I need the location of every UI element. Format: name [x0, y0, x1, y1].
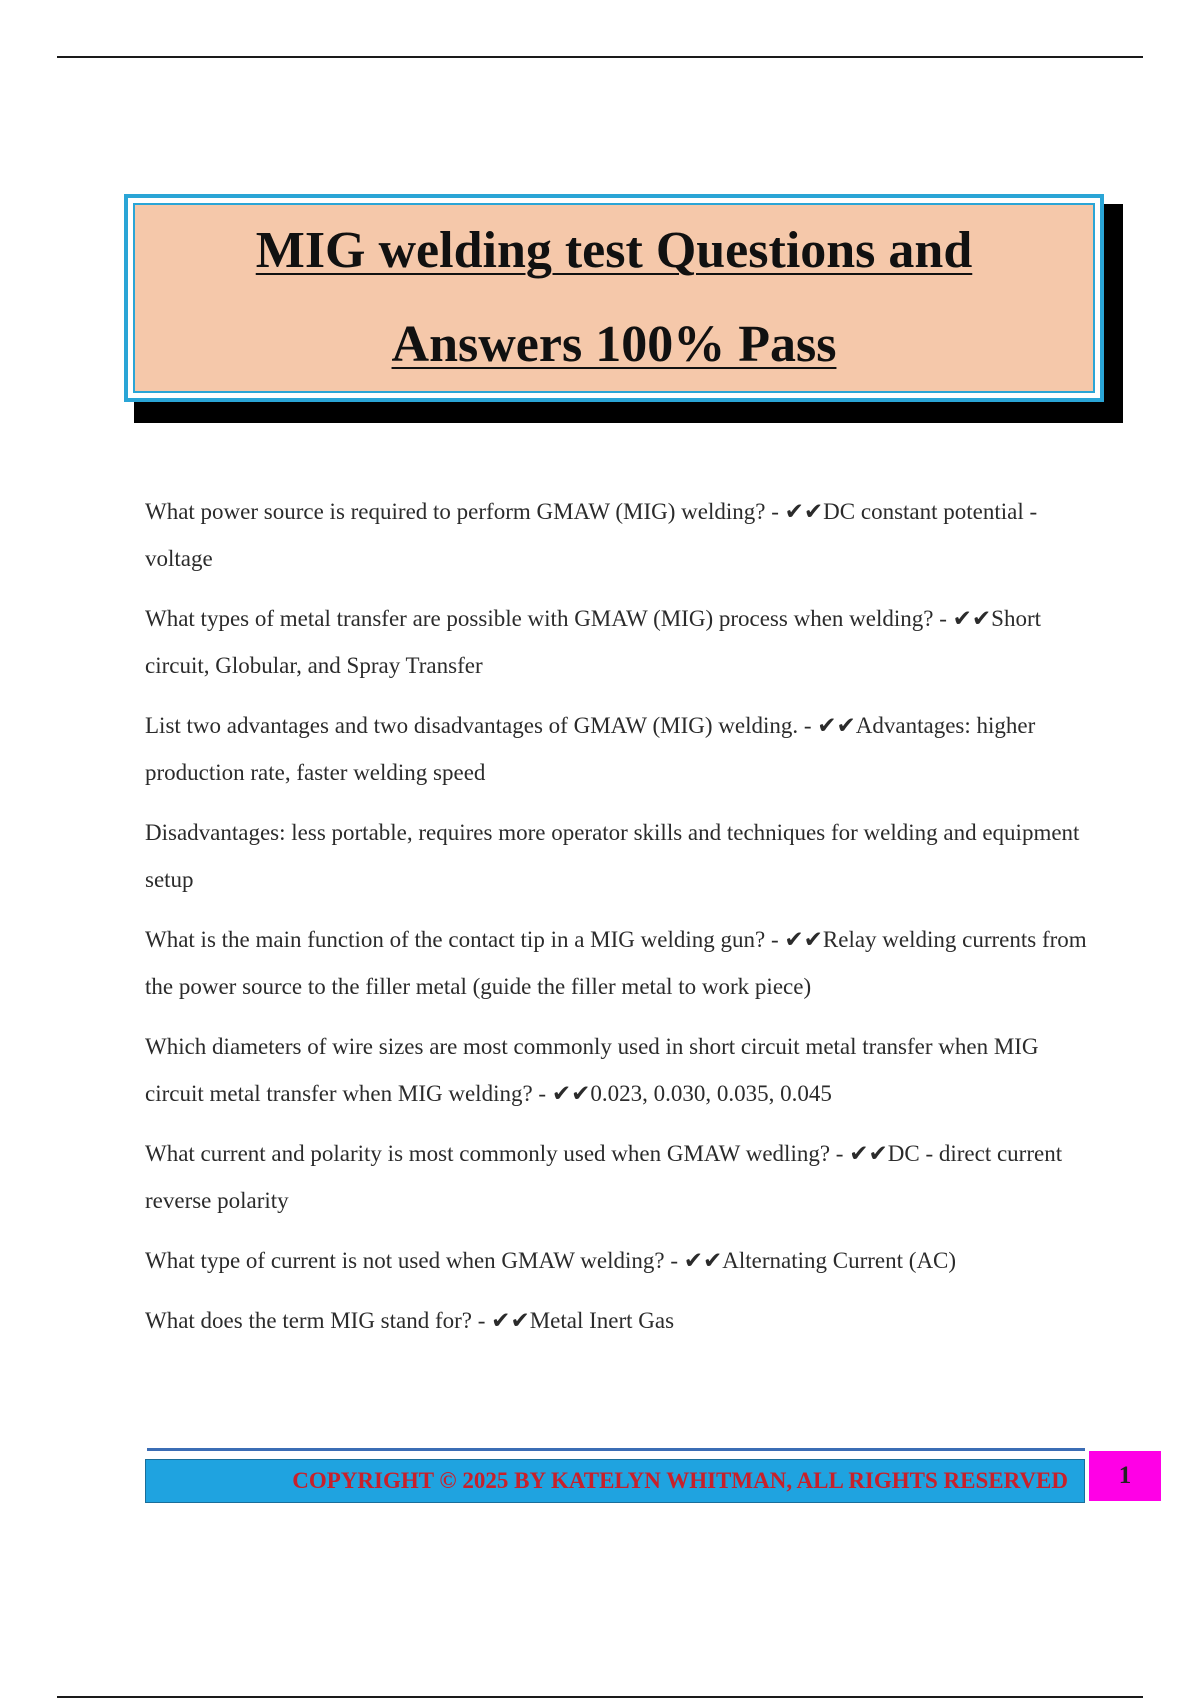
page-number: 1	[1118, 1462, 1132, 1489]
qa-item: List two advantages and two disadvantages of GMAW (MIG) welding. - ✔✔Advantages: higher production rate, faster welding speed	[145, 713, 1036, 785]
qa-item: What power source is required to perform GMAW (MIG) welding? - ✔✔DC constant potential - voltage	[145, 499, 1038, 571]
top-rule	[57, 56, 1143, 58]
footer-copyright-bar	[145, 1459, 1085, 1503]
qa-item: What is the main function of the contact tip in a MIG welding gun? - ✔✔Relay welding currents from the power source to the filler metal (guide the filler metal to work piece)	[145, 927, 1087, 999]
title-box	[124, 194, 1104, 402]
footer-divider	[147, 1448, 1085, 1451]
page-number-box	[1089, 1451, 1161, 1501]
qa-content	[145, 488, 1095, 1357]
qa-item: Which diameters of wire sizes are most commonly used in short circuit metal transfer when MIG circuit metal transfer when MIG welding? - ✔✔0.023, 0.030, 0.035, 0.045	[145, 1034, 1039, 1106]
qa-item: What does the term MIG stand for? - ✔✔Metal Inert Gas	[145, 1308, 675, 1333]
qa-item: What type of current is not used when GMAW welding? - ✔✔Alternating Current (AC)	[145, 1248, 957, 1273]
qa-item: Disadvantages: less portable, requires more operator skills and techniques for welding and equipment setup	[145, 820, 1080, 892]
copyright-text: COPYRIGHT © 2025 BY KATELYN WHITMAN, ALL RIGHTS RESERVED	[292, 1468, 1068, 1493]
bottom-rule	[57, 1696, 1143, 1698]
document-title-line-1: MIG welding test Questions and	[255, 222, 973, 279]
qa-item: What types of metal transfer are possible with GMAW (MIG) process when welding? - ✔✔Short circuit, Globular, and Spray Transfer	[145, 606, 1042, 678]
document-title-line-2: Answers 100% Pass	[391, 316, 837, 373]
qa-item: What current and polarity is most commonly used when GMAW wedling? - ✔✔DC - direct current reverse polarity	[145, 1141, 1063, 1213]
title-box-inner	[133, 203, 1095, 393]
